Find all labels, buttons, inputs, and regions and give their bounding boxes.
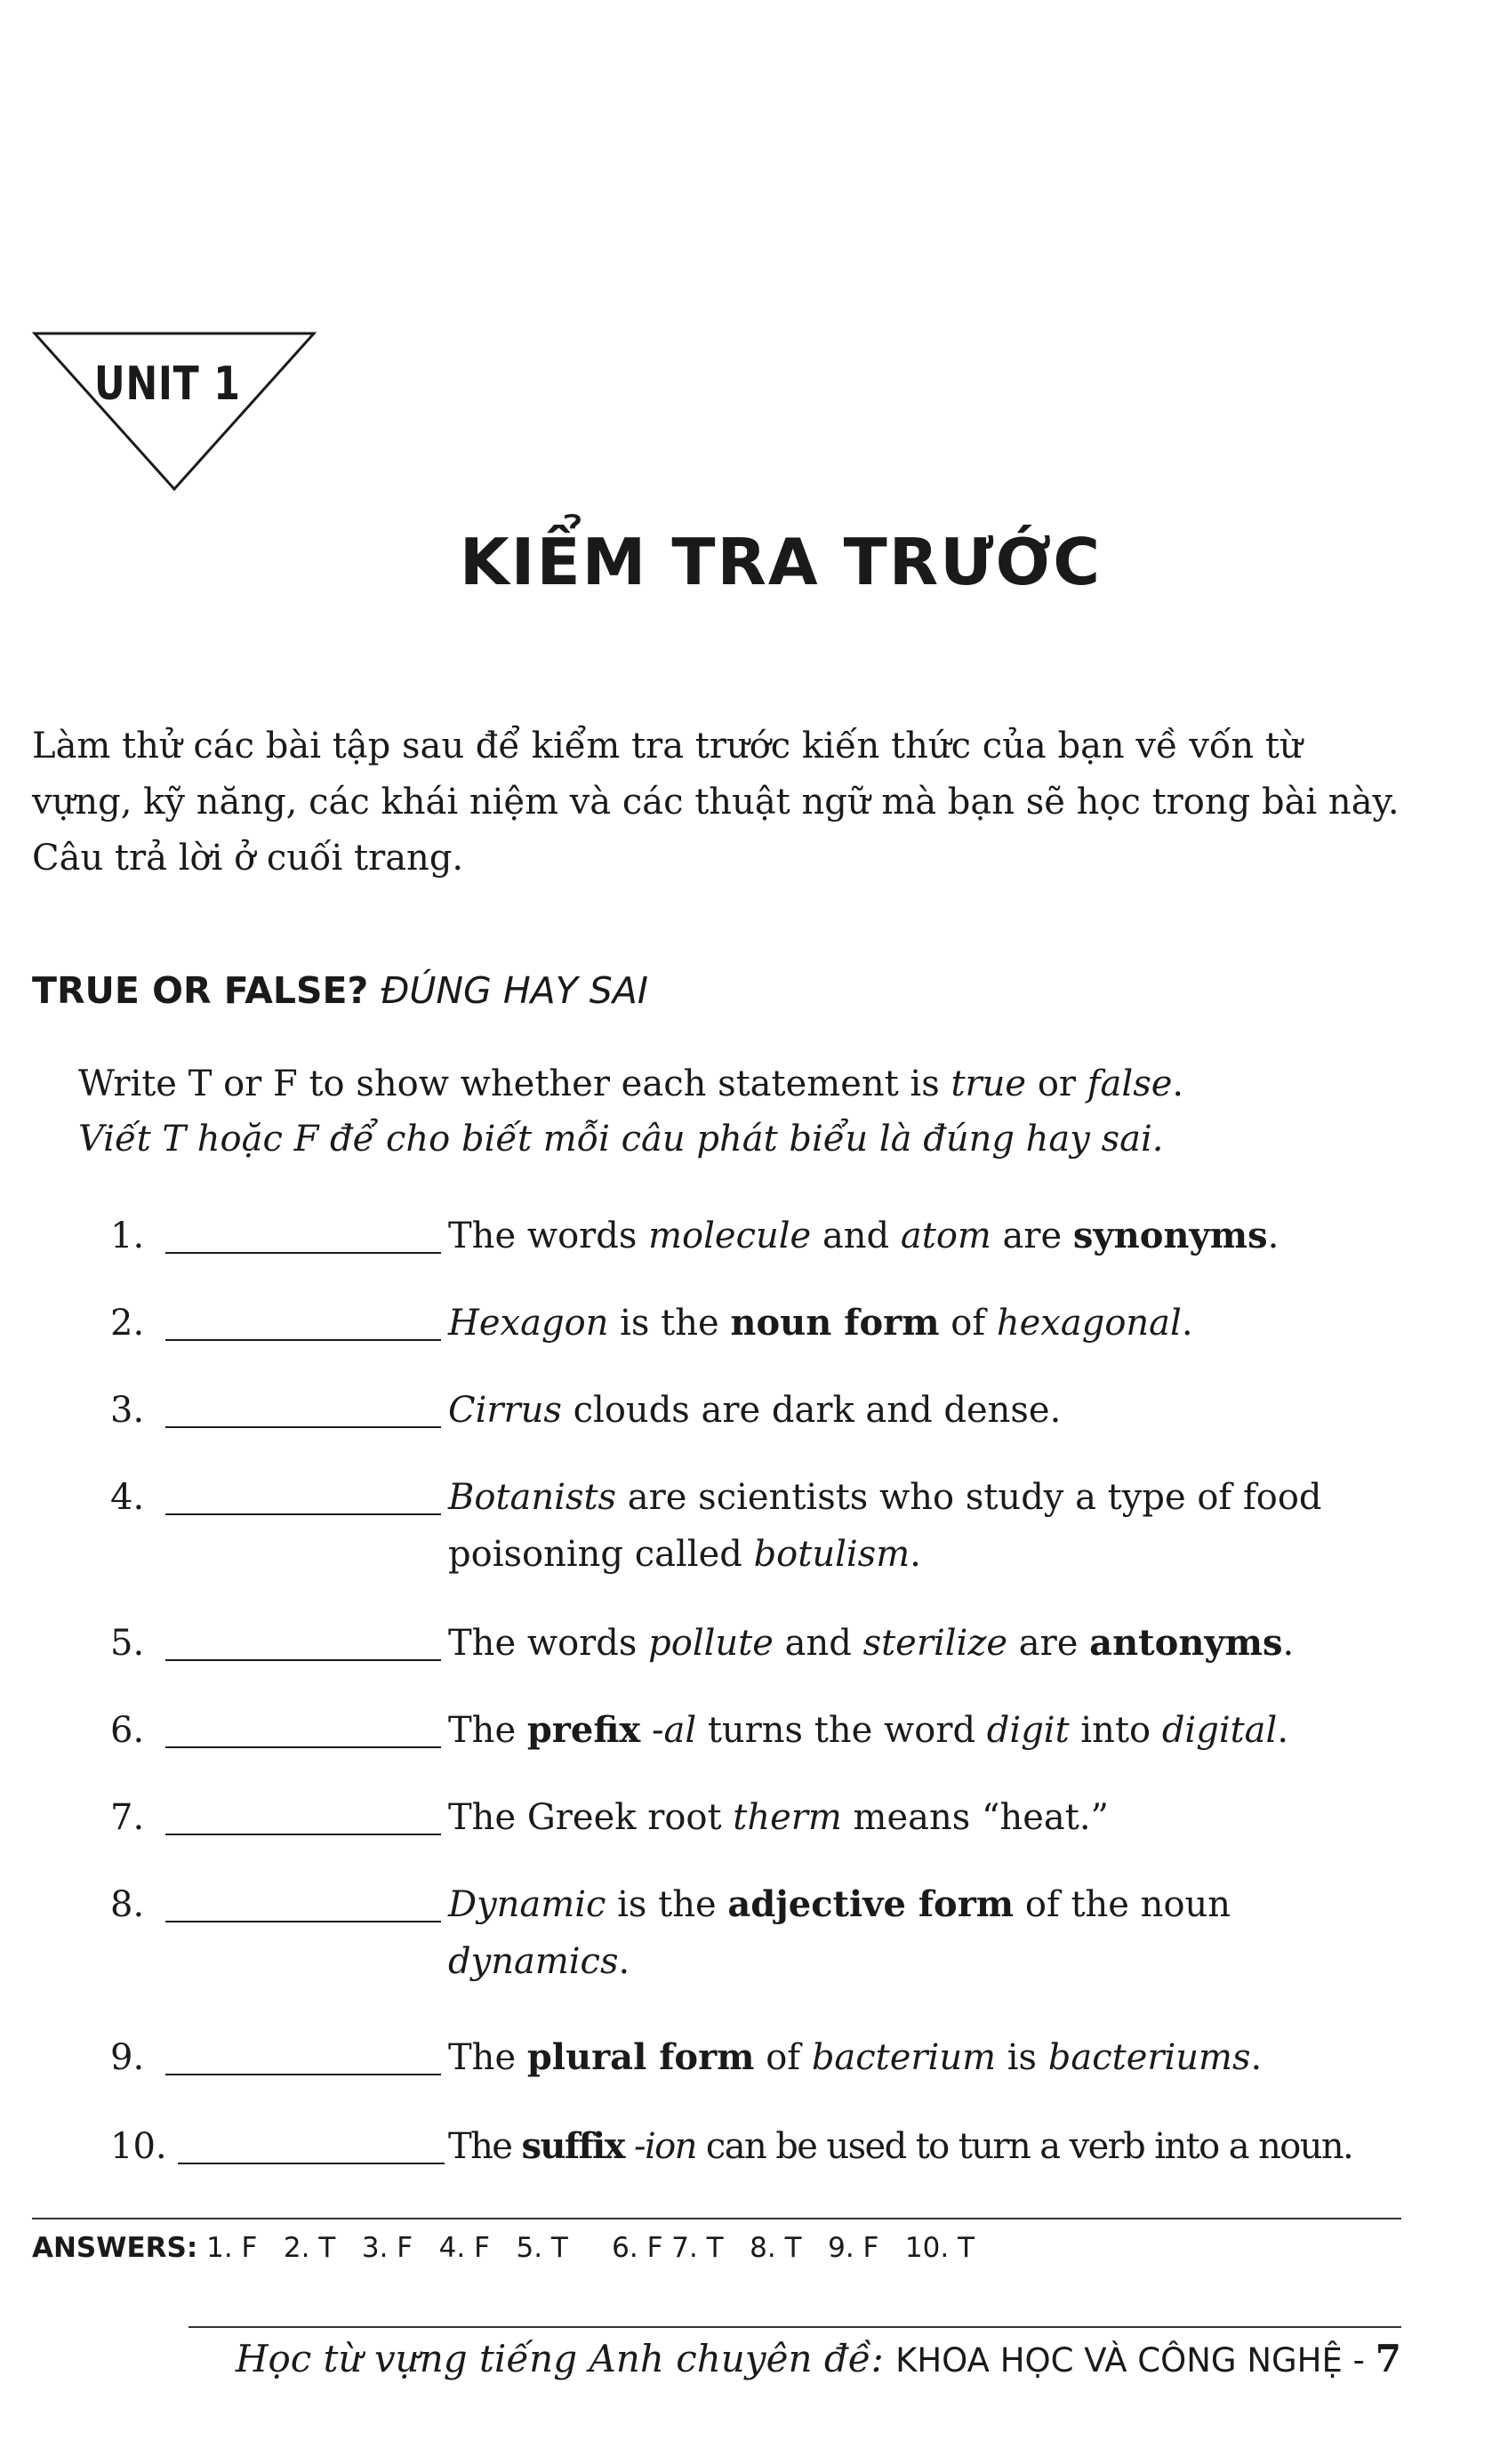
answer-blank[interactable] bbox=[178, 2163, 445, 2164]
statement-text: The bbox=[448, 2126, 522, 2167]
statement-text: antonyms bbox=[1089, 1622, 1283, 1664]
answer-blank[interactable] bbox=[165, 1252, 441, 1254]
item-statement bbox=[448, 1876, 1408, 1990]
footer-divider bbox=[188, 2326, 1401, 2328]
item-statement bbox=[448, 2029, 1408, 2086]
answer-blank[interactable] bbox=[165, 1426, 441, 1428]
answers-line bbox=[32, 2232, 975, 2264]
statement-text: is the bbox=[608, 1303, 731, 1344]
divider bbox=[32, 2218, 1401, 2219]
unit-badge bbox=[32, 331, 317, 493]
statement-text: Hexagon bbox=[448, 1303, 609, 1344]
statement-text: Botanists bbox=[448, 1477, 617, 1518]
statement-text: . bbox=[618, 1941, 630, 1982]
item-number: 2. bbox=[110, 1303, 145, 1344]
statement-text: means “heat.” bbox=[841, 1797, 1109, 1838]
item-number: 10. bbox=[110, 2126, 167, 2167]
item-statement bbox=[448, 1615, 1408, 1672]
instr-text: Write T or F to show whether each statement is bbox=[78, 1063, 951, 1104]
statement-text: suffix bbox=[521, 2125, 624, 2167]
statement-text: turns the word bbox=[696, 1710, 987, 1751]
answers-label: ANSWERS: bbox=[32, 2232, 198, 2264]
statement-text: . bbox=[1181, 1303, 1193, 1344]
statement-text: are bbox=[991, 1216, 1073, 1256]
instructions-vi: Viết T hoặc F để cho biết mỗi câu phát biểu là đúng hay sai. bbox=[78, 1119, 1164, 1160]
instr-false: false bbox=[1087, 1063, 1173, 1104]
section-heading-vi: ĐÚNG HAY SAI bbox=[381, 969, 648, 1012]
statement-text: digital bbox=[1161, 1710, 1278, 1751]
statement-text: of the noun bbox=[1014, 1884, 1231, 1925]
item-statement bbox=[448, 1789, 1408, 1846]
item-statement bbox=[448, 2118, 1408, 2175]
statement-text: botulism bbox=[753, 1534, 910, 1575]
statement-text: synonyms bbox=[1072, 1215, 1268, 1256]
statement-text: and bbox=[811, 1216, 901, 1256]
instructions bbox=[78, 1056, 1183, 1167]
footer-topic: KHOA HỌC VÀ CÔNG NGHỆ - bbox=[895, 2341, 1376, 2380]
page-title: KIỂM TRA TRƯỚC bbox=[459, 525, 1103, 599]
statement-text: . bbox=[1267, 1216, 1279, 1256]
unit-label: UNIT 1 bbox=[94, 357, 241, 411]
item-statement bbox=[448, 1208, 1408, 1264]
statement-text: are scientists who study a type of food poisoning called bbox=[448, 1477, 1322, 1575]
unit-triangle-icon bbox=[32, 331, 317, 493]
item-statement bbox=[448, 1382, 1408, 1439]
statement-text: therm bbox=[733, 1797, 842, 1838]
statement-text: The words bbox=[448, 1623, 649, 1664]
statement-text: . bbox=[1250, 2037, 1263, 2078]
statement-text: and bbox=[773, 1623, 863, 1664]
statement-text: of bbox=[939, 1303, 997, 1344]
item-number: 1. bbox=[110, 1216, 145, 1256]
instr-or: or bbox=[1026, 1063, 1087, 1104]
item-number: 4. bbox=[110, 1477, 145, 1518]
statement-text: are bbox=[1007, 1623, 1090, 1664]
statement-text: The words bbox=[448, 1216, 649, 1256]
statement-text: . bbox=[1277, 1710, 1289, 1751]
statement-text: The bbox=[448, 2037, 527, 2078]
item-number: 7. bbox=[110, 1797, 145, 1838]
instructions-en bbox=[78, 1056, 1183, 1112]
item-statement bbox=[448, 1295, 1408, 1352]
statement-text: . bbox=[1282, 1623, 1295, 1664]
statement-text: molecule bbox=[648, 1216, 812, 1256]
statement-text: Cirrus bbox=[448, 1390, 562, 1431]
answer-blank[interactable] bbox=[165, 1834, 441, 1835]
instr-true: true bbox=[951, 1063, 1027, 1104]
answers-values: 1. F 2. T 3. F 4. F 5. T 6. F 7. T 8. T 9. F 10. T bbox=[206, 2232, 975, 2264]
answer-blank[interactable] bbox=[165, 1659, 441, 1661]
answer-blank[interactable] bbox=[165, 2074, 441, 2075]
item-number: 6. bbox=[110, 1710, 145, 1751]
statement-text: The Greek root bbox=[448, 1797, 734, 1838]
statement-text: sterilize bbox=[862, 1623, 1008, 1664]
statement-text: prefix bbox=[526, 1709, 641, 1751]
statement-text: digit bbox=[986, 1710, 1070, 1751]
statement-text: The bbox=[448, 1710, 527, 1751]
statement-text: of bbox=[754, 2037, 812, 2078]
statement-text: hexagonal bbox=[996, 1303, 1182, 1344]
statement-text: Dynamic bbox=[448, 1884, 606, 1925]
item-number: 3. bbox=[110, 1390, 145, 1431]
statement-text: adjective form bbox=[727, 1883, 1015, 1925]
footer-book-title: Học từ vựng tiếng Anh chuyên đề: bbox=[235, 2337, 896, 2380]
statement-text: can be used to turn a verb into a noun. bbox=[695, 2126, 1353, 2167]
statement-text: is the bbox=[606, 1884, 728, 1925]
section-heading-en: TRUE OR FALSE? bbox=[32, 969, 369, 1012]
item-statement bbox=[448, 1469, 1408, 1583]
statement-text: . bbox=[910, 1534, 921, 1575]
statement-text bbox=[624, 2126, 634, 2167]
statement-text: -ion bbox=[634, 2126, 696, 2167]
statement-text: is bbox=[996, 2037, 1048, 2078]
page-footer bbox=[236, 2337, 1401, 2380]
instr-end: . bbox=[1172, 1063, 1184, 1104]
statement-text: pollute bbox=[648, 1623, 774, 1664]
statement-text: clouds are dark and dense. bbox=[561, 1390, 1062, 1431]
page-number: 7 bbox=[1375, 2337, 1401, 2380]
statement-text: into bbox=[1069, 1710, 1162, 1751]
statement-text bbox=[640, 1710, 652, 1751]
item-number: 5. bbox=[110, 1623, 145, 1664]
item-statement bbox=[448, 1702, 1408, 1759]
answer-blank[interactable] bbox=[165, 1339, 441, 1341]
statement-text: bacterium bbox=[811, 2037, 997, 2078]
statement-text: -al bbox=[651, 1710, 697, 1751]
statement-text: dynamics bbox=[448, 1941, 619, 1982]
answer-blank[interactable] bbox=[165, 1921, 441, 1922]
answer-blank[interactable] bbox=[165, 1746, 441, 1748]
statement-text: atom bbox=[900, 1216, 991, 1256]
answer-blank[interactable] bbox=[165, 1513, 441, 1515]
statement-text: bacteriums bbox=[1047, 2037, 1251, 2078]
intro-paragraph: Làm thử các bài tập sau để kiểm tra trước kiến thức của bạn về vốn từ vựng, kỹ năng, các khái niệm và các thuật ngữ mà bạn sẽ học trong bài này. Câu trả lời ở cuối trang. bbox=[32, 726, 1400, 879]
item-number: 9. bbox=[110, 2037, 145, 2078]
statement-text: noun form bbox=[730, 1302, 940, 1344]
section-heading bbox=[32, 969, 648, 1012]
item-number: 8. bbox=[110, 1884, 145, 1925]
statement-text: plural form bbox=[526, 2036, 755, 2078]
